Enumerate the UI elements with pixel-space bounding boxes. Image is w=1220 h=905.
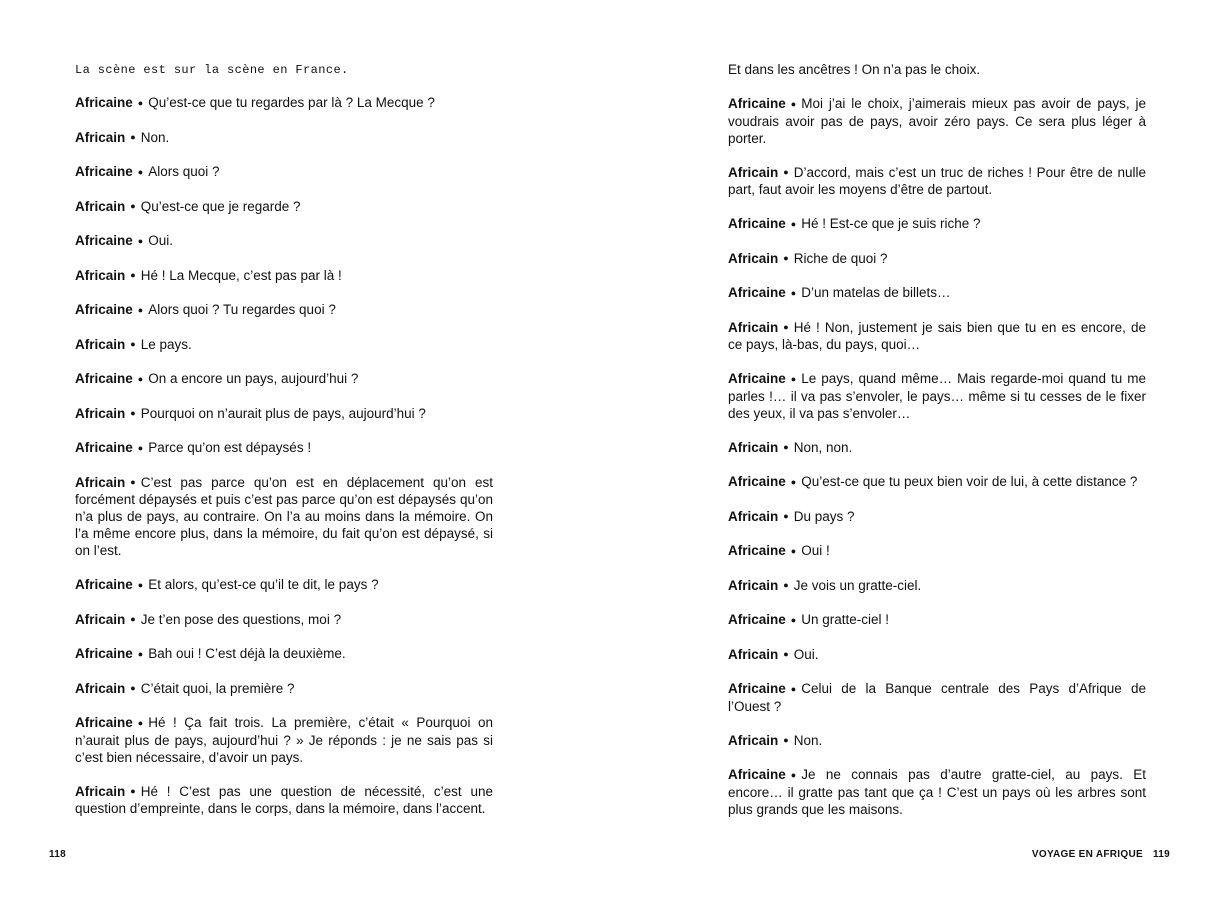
- speaker-name: Africaine: [75, 371, 133, 386]
- speaker-bullet-icon: ●: [137, 166, 144, 177]
- dialogue-text: Hé ! La Mecque, c’est pas par là !: [140, 267, 342, 283]
- speaker-bullet-icon: ●: [790, 218, 797, 229]
- speaker-bullet-icon: ●: [130, 477, 136, 487]
- dialogue-line: [728, 646, 1146, 664]
- dialogue-line: [728, 95, 1146, 147]
- speaker-bullet-icon: ●: [137, 373, 144, 384]
- dialogue-text: Oui.: [793, 646, 819, 662]
- dialogue-line: [75, 163, 493, 181]
- speaker-bullet-icon: ●: [783, 253, 789, 263]
- speaker-bullet-icon: ●: [783, 322, 789, 332]
- dialogue-text: Qu’est-ce que tu regardes par là ? La Mecque ?: [148, 95, 435, 110]
- speaker-name: Africaine: [728, 767, 786, 782]
- dialogue-text: Non, non.: [793, 439, 853, 455]
- right-page-footer: [1032, 849, 1170, 860]
- speaker-name: Africain: [728, 164, 779, 180]
- speaker-bullet-icon: ●: [130, 270, 136, 280]
- speaker-name: Africain: [728, 508, 779, 524]
- speaker-name: Africaine: [75, 233, 133, 248]
- speaker-bullet-icon: ●: [790, 287, 797, 298]
- speaker-name: Africain: [728, 250, 779, 266]
- dialogue-text: Oui.: [148, 233, 173, 248]
- speaker-bullet-icon: ●: [137, 235, 144, 246]
- right-page-number: 119: [1152, 849, 1170, 860]
- dialogue-text: Alors quoi ? Tu regardes quoi ?: [148, 302, 336, 317]
- dialogue-line: [728, 164, 1146, 199]
- speaker-bullet-icon: ●: [790, 545, 797, 556]
- dialogue-text: Du pays ?: [793, 508, 855, 524]
- speaker-bullet-icon: ●: [130, 201, 136, 211]
- speaker-bullet-icon: ●: [783, 580, 789, 590]
- dialogue-line: [728, 732, 1146, 750]
- speaker-name: Africain: [75, 611, 126, 627]
- dialogue-text: Moi j’ai le choix, j’aimerais mieux pas avoir de pays, je voudrais avoir pas de pays, avoir zéro pays. Ce sera plus léger à porter.: [728, 96, 1146, 146]
- speaker-name: Africain: [75, 405, 126, 421]
- dialogue-line: [75, 405, 493, 423]
- speaker-name: Africaine: [728, 681, 786, 696]
- speaker-bullet-icon: ●: [137, 648, 144, 659]
- dialogue-text: Bah oui ! C’est déjà la deuxième.: [148, 646, 346, 661]
- speaker-bullet-icon: ●: [130, 132, 136, 142]
- dialogue-line: [728, 61, 1146, 78]
- dialogue-text: Hé ! Ça fait trois. La première, c’était « Pourquoi on n’aurait plus de pays, aujourd’hui ? » Je réponds : je ne sais pas si c’est bien nécessaire, d’avoir un pays.: [75, 715, 493, 765]
- speaker-bullet-icon: ●: [137, 579, 144, 590]
- dialogue-line: [728, 766, 1146, 818]
- dialogue-text: Riche de quoi ?: [793, 250, 888, 266]
- dialogue-line: [75, 783, 493, 818]
- speaker-name: Africaine: [75, 646, 133, 661]
- speaker-name: Africaine: [728, 612, 786, 627]
- stage-direction: La scène est sur la scène en France.: [75, 63, 349, 77]
- speaker-name: Africain: [75, 198, 126, 214]
- dialogue-text: Un gratte-ciel !: [801, 612, 890, 627]
- speaker-bullet-icon: ●: [783, 511, 789, 521]
- speaker-name: Africaine: [728, 371, 786, 386]
- dialogue-line: [728, 319, 1146, 354]
- dialogue-line: [728, 473, 1146, 491]
- speaker-name: Africain: [728, 732, 779, 748]
- speaker-name: Africain: [75, 474, 126, 490]
- speaker-bullet-icon: ●: [783, 167, 789, 177]
- dialogue-line: [75, 714, 493, 766]
- speaker-name: Africain: [728, 439, 779, 455]
- speaker-bullet-icon: ●: [130, 339, 136, 349]
- right-page-text-column: [728, 61, 1146, 835]
- dialogue-line: [728, 284, 1146, 302]
- dialogue-text: Le pays.: [140, 336, 192, 352]
- speaker-bullet-icon: ●: [790, 373, 797, 384]
- speaker-bullet-icon: ●: [783, 442, 789, 452]
- left-page-text-column: [75, 94, 493, 834]
- dialogue-line: [75, 439, 493, 457]
- dialogue-line: [728, 680, 1146, 715]
- speaker-name: Africaine: [728, 543, 786, 558]
- speaker-bullet-icon: ●: [790, 476, 797, 487]
- dialogue-text: Le pays, quand même… Mais regarde-moi quand tu me parles !… il va pas s’envoler, le pays… même si tu cesses de le fixer des yeux, il va pas s’envoler…: [728, 371, 1146, 421]
- speaker-bullet-icon: ●: [137, 304, 144, 315]
- dialogue-line: [75, 576, 493, 594]
- dialogue-line: [75, 198, 493, 216]
- speaker-bullet-icon: ●: [790, 683, 797, 694]
- speaker-bullet-icon: ●: [790, 614, 797, 625]
- dialogue-text: Qu’est-ce que tu peux bien voir de lui, à cette distance ?: [801, 474, 1138, 489]
- speaker-name: Africaine: [75, 715, 133, 730]
- dialogue-line: [75, 645, 493, 663]
- speaker-name: Africain: [728, 646, 779, 662]
- dialogue-text: C’était quoi, la première ?: [140, 680, 295, 696]
- dialogue-line: [75, 232, 493, 250]
- speaker-name: Africain: [75, 129, 126, 145]
- speaker-name: Africaine: [728, 96, 786, 111]
- dialogue-text: Hé ! C’est pas une question de nécessité, c’est une question d’empreinte, dans le corps, dans la mémoire, dans l’accent.: [75, 783, 493, 816]
- dialogue-text: On a encore un pays, aujourd’hui ?: [148, 371, 359, 386]
- dialogue-text: Non.: [793, 732, 823, 748]
- speaker-bullet-icon: ●: [783, 735, 789, 745]
- dialogue-text: Je vois un gratte-ciel.: [793, 577, 922, 593]
- dialogue-line: [728, 250, 1146, 268]
- dialogue-text: D’un matelas de billets…: [801, 285, 951, 300]
- speaker-name: Africain: [75, 267, 126, 283]
- dialogue-line: [75, 680, 493, 698]
- dialogue-line: [728, 611, 1146, 629]
- speaker-bullet-icon: ●: [130, 614, 136, 624]
- dialogue-text: Je t’en pose des questions, moi ?: [140, 611, 342, 627]
- dialogue-text: Et alors, qu’est-ce qu’il te dit, le pays ?: [148, 577, 379, 592]
- dialogue-text: Non.: [140, 129, 170, 145]
- dialogue-line: [75, 129, 493, 147]
- dialogue-line: [728, 215, 1146, 233]
- dialogue-line: [75, 301, 493, 319]
- dialogue-line: [728, 508, 1146, 526]
- speaker-name: Africaine: [75, 95, 133, 110]
- running-title: VOYAGE EN AFRIQUE: [1031, 849, 1143, 860]
- speaker-bullet-icon: ●: [130, 786, 136, 796]
- dialogue-text: Qu’est-ce que je regarde ?: [140, 198, 301, 214]
- dialogue-text: Celui de la Banque centrale des Pays d’Afrique de l’Ouest ?: [728, 681, 1146, 714]
- speaker-bullet-icon: ●: [130, 408, 136, 418]
- dialogue-line: [728, 370, 1146, 422]
- dialogue-text: C’est pas parce qu’on est en déplacement qu’on est forcément dépaysés et puis c’est pas parce qu’on est dépaysés qu’on n’a plus de pays, au contraire. On l’a au moins dans la mémoire. On l’a même encore plus, dans la mémoire, du fait qu’on est dépaysé, si on l’est.: [75, 474, 493, 558]
- speaker-name: Africain: [728, 577, 779, 593]
- dialogue-text: Hé ! Non, justement je sais bien que tu en es encore, de ce pays, là-bas, du pays, quoi…: [728, 319, 1146, 352]
- speaker-name: Africaine: [728, 216, 786, 231]
- speaker-bullet-icon: ●: [130, 683, 136, 693]
- speaker-name: Africain: [75, 783, 126, 799]
- dialogue-text: Oui !: [801, 543, 830, 558]
- dialogue-line: [75, 370, 493, 388]
- speaker-bullet-icon: ●: [137, 97, 144, 108]
- dialogue-text: D’accord, mais c’est un truc de riches ! Pour être de nulle part, faut avoir les moyens d’être de partout.: [728, 164, 1146, 197]
- left-page-number: 118: [49, 849, 67, 860]
- speaker-name: Africain: [728, 319, 779, 335]
- speaker-name: Africaine: [728, 474, 786, 489]
- speaker-name: Africain: [75, 680, 126, 696]
- dialogue-line: [75, 267, 493, 285]
- speaker-name: Africaine: [75, 302, 133, 317]
- dialogue-text: Pourquoi on n’aurait plus de pays, aujourd’hui ?: [140, 405, 426, 421]
- dialogue-line: [728, 542, 1146, 560]
- dialogue-text: Alors quoi ?: [148, 164, 220, 179]
- speaker-name: Africaine: [75, 577, 133, 592]
- dialogue-text: Hé ! Est-ce que je suis riche ?: [801, 216, 981, 231]
- speaker-name: Africaine: [728, 285, 786, 300]
- dialogue-line: [75, 474, 493, 560]
- dialogue-text: Et dans les ancêtres ! On n’a pas le choix.: [728, 62, 981, 77]
- speaker-bullet-icon: ●: [790, 769, 797, 780]
- dialogue-line: [728, 577, 1146, 595]
- speaker-name: Africaine: [75, 440, 133, 455]
- speaker-name: Africaine: [75, 164, 133, 179]
- dialogue-line: [75, 336, 493, 354]
- speaker-bullet-icon: ●: [783, 649, 789, 659]
- dialogue-text: Parce qu’on est dépaysés !: [148, 440, 312, 455]
- dialogue-line: [75, 94, 493, 112]
- speaker-bullet-icon: ●: [137, 442, 144, 453]
- dialogue-line: [728, 439, 1146, 457]
- speaker-bullet-icon: ●: [790, 98, 797, 109]
- speaker-bullet-icon: ●: [137, 717, 144, 728]
- dialogue-text: Je ne connais pas d’autre gratte-ciel, au pays. Et encore… il gratte pas tant que ça ! C’est un pays où les arbres sont plus grands que les maisons.: [728, 767, 1146, 817]
- dialogue-line: [75, 611, 493, 629]
- speaker-name: Africain: [75, 336, 126, 352]
